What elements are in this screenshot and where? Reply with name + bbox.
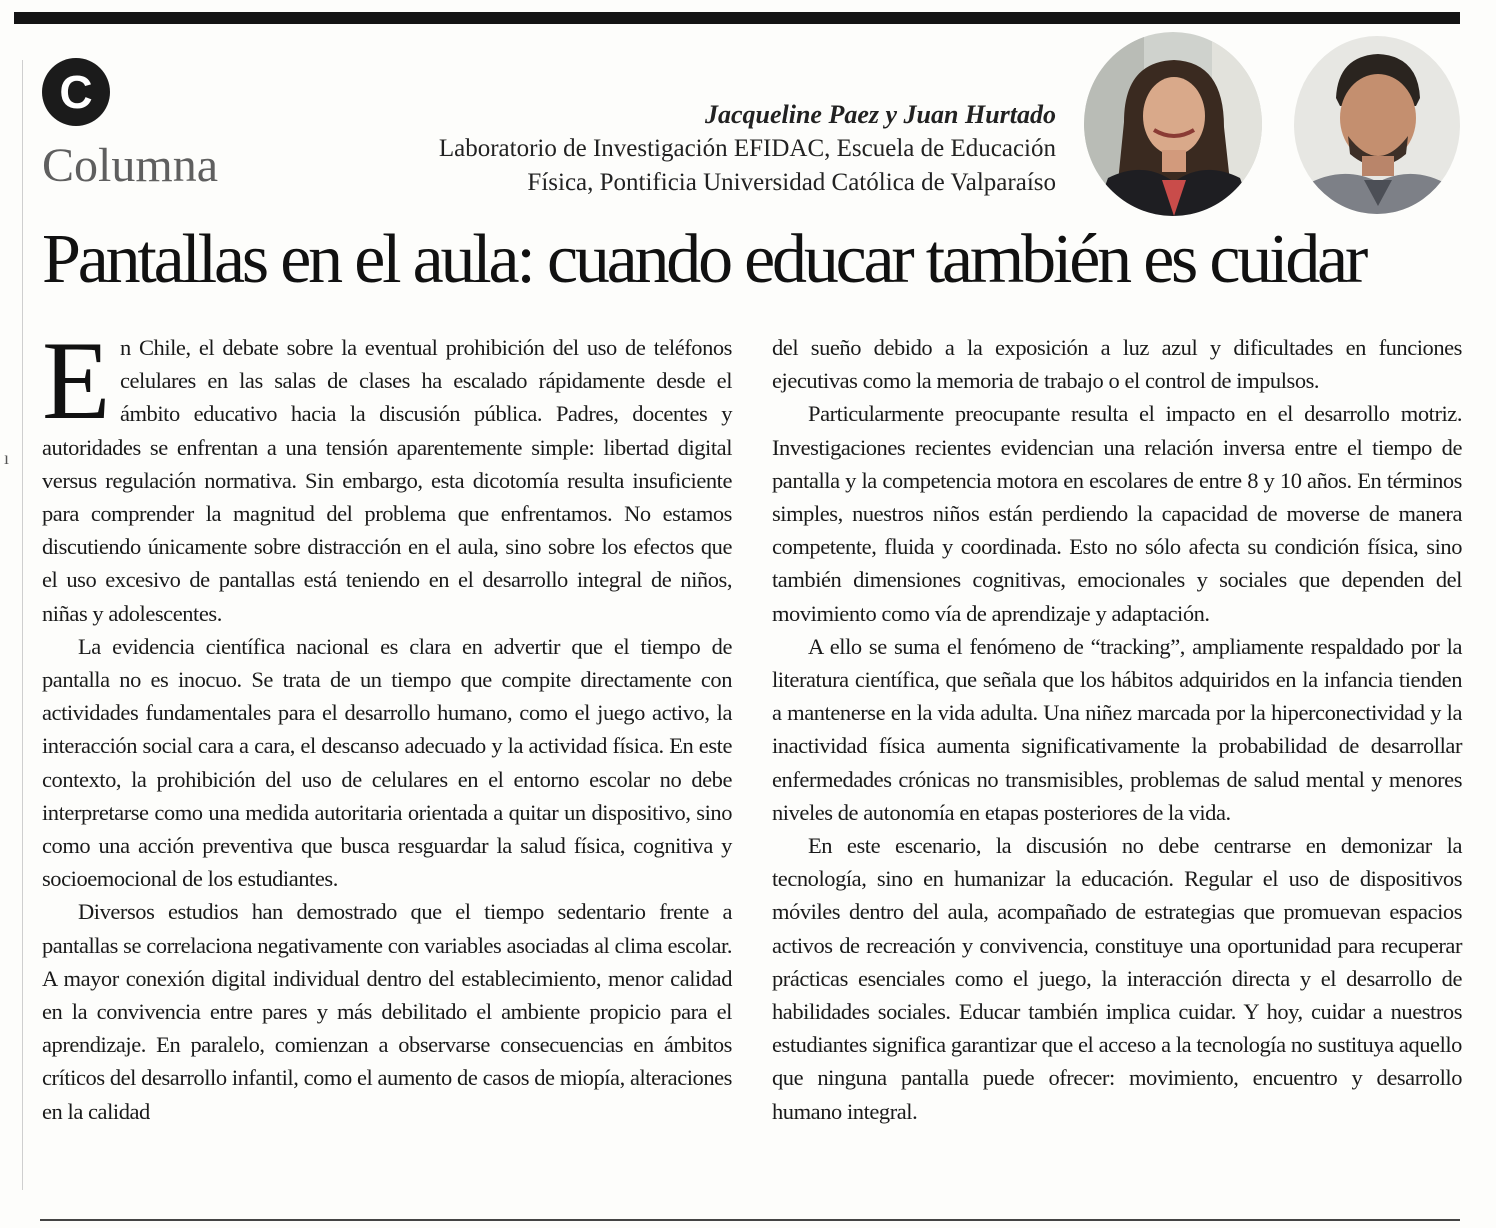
article-paragraph-4: Particularmente preocupante resulta el impacto en el desarrollo motriz. Investigaciones recientes evidencian una relación inversa entre el tiempo de pantalla y la competencia motora en escolares de entre 8 y 10 años. En términos simples, nuestros niños están perdiendo la capacidad de moverse de manera competente, fluida y coordinada. Esto no sólo afecta su condición física, sino también dimensiones cognitivas, emocionales y sociales que dependen del movimiento como vía de aprendizaje y adaptación. xyxy=(772,401,1462,626)
article-paragraph-5: A ello se suma el fenómeno de “tracking”, ampliamente respaldado por la literatura científica, que señala que los hábitos adquiridos en la infancia tienden a mantenerse en la vida adulta. Una niñez marcada por la hiperconectividad y la inactividad física aumenta significativamente la probabilidad de desarrollar enfermedades crónicas no transmisibles, problemas de salud mental y menores niveles de autonomía en etapas posteriores de la vida. xyxy=(772,633,1462,825)
paragraph-1-text: n Chile, el debate sobre la eventual prohibición del uso de teléfonos celulares en las salas de clases ha escalado rápidamente desde el ámbito educativo hacia la discusión pública. Padres, docentes y autoridades se enfrentan a una tensión aparentemente simple: libertad digital versus regulación normativa. Sin embargo, esta dicotomía resulta insuficiente para comprender la magnitud del problema que enfrentamos. No estamos discutiendo únicamente sobre distracción en el aula, sino sobre los efectos que el uso excesivo de pantallas está teniendo en el desarrollo integral de niños, niñas y adolescentes. xyxy=(42,335,732,626)
author-photo-woman xyxy=(1084,32,1262,216)
bottom-rule xyxy=(40,1219,1460,1221)
byline-authors: Jacqueline Paez y Juan Hurtado xyxy=(704,100,1056,129)
margin-mark: ı xyxy=(4,448,10,468)
article-column-right xyxy=(772,331,1462,1128)
byline-affiliation-line2: Física, Pontificia Universidad Católica de Valparaíso xyxy=(527,169,1056,196)
section-label: Columna xyxy=(42,139,218,192)
headline: Pantallas en el aula: cuando educar también es cuidar xyxy=(42,221,1366,298)
byline xyxy=(439,98,1056,200)
article-column-left xyxy=(42,319,732,1128)
article-paragraph-3: Diversos estudios han demostrado que el tiempo sedentario frente a pantallas se correlaciona negativamente con variables asociadas al clima escolar. A mayor conexión digital individual dentro del establecimiento, menor calidad en la convivencia entre pares y más debilitado el ambiente propicio para el aprendizaje. En paralelo, comienzan a observarse consecuencias en ámbitos críticos del desarrollo infantil, como el aumento de casos de miopía, alteraciones en la calidad xyxy=(42,899,732,1124)
column-badge-icon: C xyxy=(42,58,110,126)
author-photo-man xyxy=(1294,36,1460,214)
top-rule xyxy=(14,12,1460,24)
article-paragraph-1 xyxy=(42,319,732,630)
dropcap: E xyxy=(42,319,110,443)
article-paragraph-3-continued: del sueño debido a la exposición a luz azul y dificultades en funciones ejecutivas como la memoria de trabajo o el control de impulsos. xyxy=(772,335,1462,394)
byline-affiliation-line1: Laboratorio de Investigación EFIDAC, Escuela de Educación xyxy=(438,135,1056,162)
article-paragraph-6: En este escenario, la discusión no debe centrarse en demonizar la tecnología, sino en humanizar la educación. Regular el uso de dispositivos móviles dentro del aula, acompañado de estrategias que promuevan espacios activos de recreación y convivencia, constituye una oportunidad para recuperar prácticas esenciales como el juego, la interacción directa y el desarrollo de habilidades sociales. Educar también implica cuidar. Y hoy, cuidar a nuestros estudiantes significa garantizar que el acceso a la tecnología no sustituya aquello que ninguna pantalla puede ofrecer: movimiento, encuentro y desarrollo humano integral. xyxy=(772,833,1462,1124)
page-edge-divider xyxy=(22,60,23,1190)
article-paragraph-2: La evidencia científica nacional es clara en advertir que el tiempo de pantalla no es inocuo. Se trata de un tiempo que compite directamente con actividades fundamentales para el desarrollo humano, como el juego activo, la interacción social cara a cara, el descanso adecuado y la actividad física. En este contexto, la prohibición del uso de celulares en el entorno escolar no debe interpretarse como una medida autoritaria orientada a quitar un dispositivo, sino como una acción preventiva que busca resguardar la salud física, cognitiva y socioemocional de los estudiantes. xyxy=(42,633,732,892)
